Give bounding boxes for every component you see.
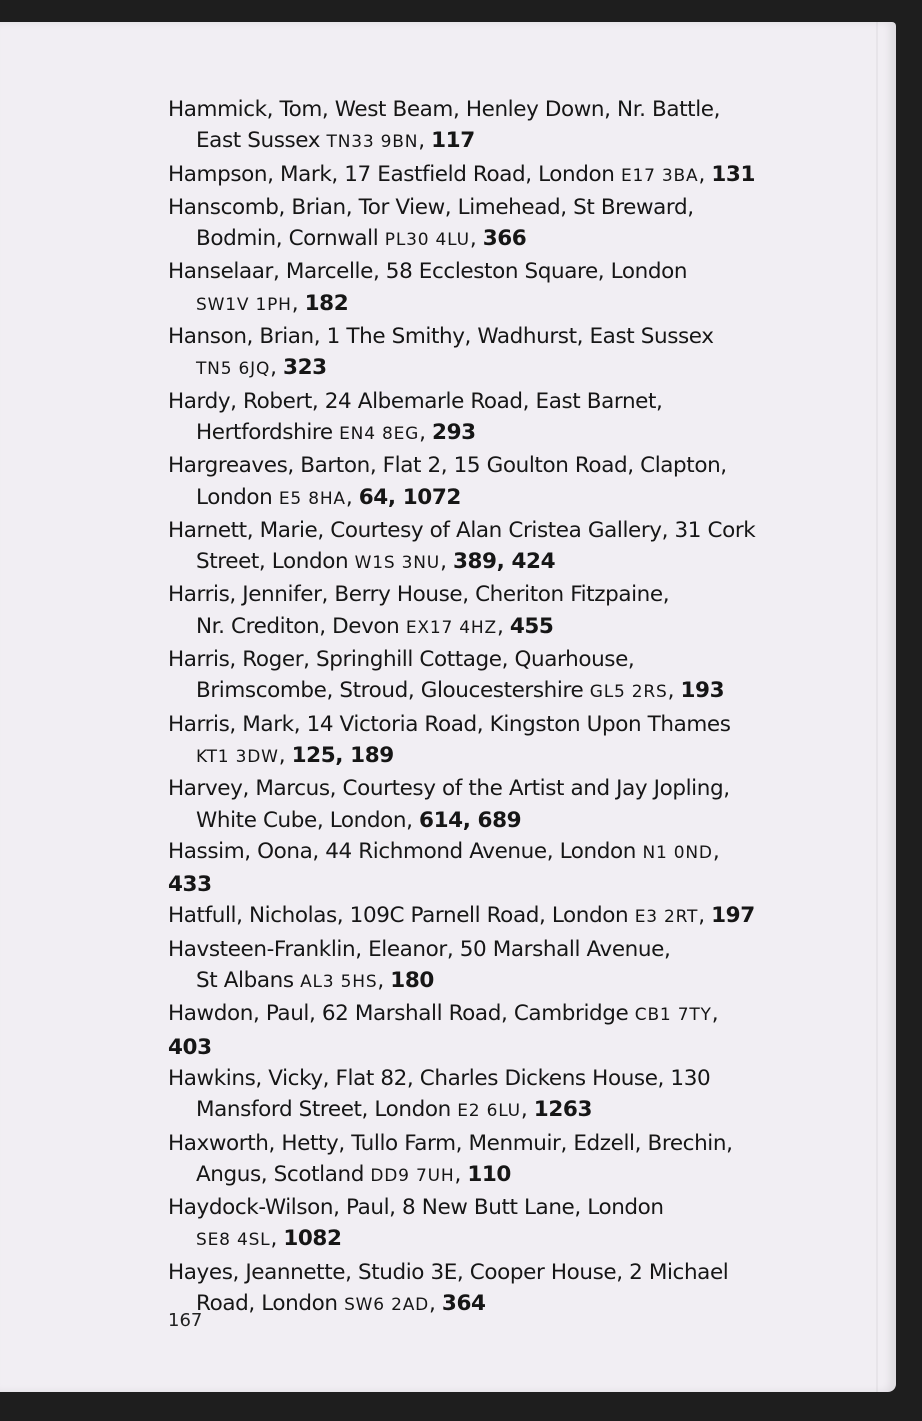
page-refs: 364 xyxy=(441,1290,486,1316)
entry-line-2: Brimscombe, Stroud, Gloucestershire GL5 2RS, 193 xyxy=(196,678,725,704)
postcode: SW6 2AD xyxy=(344,1294,430,1315)
index-entry xyxy=(168,515,788,580)
entry-line-1: Hawkins, Vicky, Flat 82, Charles Dickens House, 130 xyxy=(168,1065,711,1091)
entry-line-1: Havsteen-Franklin, Eleanor, 50 Marshall Avenue, xyxy=(168,936,671,962)
entry-line-2: Road, London SW6 2AD, 364 xyxy=(196,1290,486,1316)
postcode: E5 8HA xyxy=(278,488,346,509)
postcode: PL30 4LU xyxy=(384,230,470,251)
page-fold-shadow xyxy=(876,22,878,1392)
entry-text: Hassim, Oona, 44 Richmond Avenue, London xyxy=(168,838,636,864)
postcode: AL3 5HS xyxy=(300,972,378,993)
entry-line-2: East Sussex TN33 9BN, 117 xyxy=(196,128,475,154)
entry-text: Hampson, Mark, 17 Eastfield Road, London xyxy=(168,161,615,187)
entry-locality: Mansford Street, London xyxy=(196,1097,451,1123)
postcode: TN5 6JQ xyxy=(196,359,271,380)
index-entry xyxy=(168,709,788,774)
entry-line-2 xyxy=(168,869,788,900)
entry-line-2: St Albans AL3 5HS, 180 xyxy=(196,968,434,994)
entry-line-1: Hargreaves, Barton, Flat 2, 15 Goulton Road, Clapton, xyxy=(168,453,727,479)
entry-line-2: TN5 6JQ, 323 xyxy=(196,355,327,381)
entry-line-1: Hayes, Jeannette, Studio 3E, Cooper House, 2 Michael xyxy=(168,1259,729,1285)
page-refs: 403 xyxy=(168,1034,212,1060)
index-entry xyxy=(168,386,788,451)
entry-locality: St Albans xyxy=(196,968,294,994)
page-refs: 182 xyxy=(304,290,349,316)
page-refs: 197 xyxy=(711,903,755,929)
index-entry xyxy=(168,1063,788,1128)
entry-locality: Road, London xyxy=(196,1290,338,1316)
index-entry xyxy=(168,900,788,933)
index-entry xyxy=(168,773,788,836)
index-entry xyxy=(168,934,788,999)
entry-line-1: Hampson, Mark, 17 Eastfield Road, London E17 3BA, 131 xyxy=(168,161,756,187)
page-number: 167 xyxy=(168,1310,203,1331)
page-refs: 1082 xyxy=(283,1226,342,1252)
entry-line-1: Harris, Mark, 14 Victoria Road, Kingston Upon Thames xyxy=(168,711,731,737)
entry-line-1: Hardy, Robert, 24 Albemarle Road, East Barnet, xyxy=(168,388,663,414)
entry-line-2: Hertfordshire EN4 8EG, 293 xyxy=(196,419,476,445)
entry-line-1: Harnett, Marie, Courtesy of Alan Cristea Gallery, 31 Cork xyxy=(168,517,756,543)
page-refs: 389, 424 xyxy=(452,549,556,575)
index-entry xyxy=(168,836,788,901)
index-entry xyxy=(168,1192,788,1257)
entry-line-1: Harris, Roger, Springhill Cottage, Quarhouse, xyxy=(168,647,635,673)
index-entry xyxy=(168,1128,788,1193)
book-page xyxy=(0,22,896,1392)
entry-line-1: Harris, Jennifer, Berry House, Cheriton Fitzpaine, xyxy=(168,582,670,608)
entry-locality: Bodmin, Cornwall xyxy=(196,226,379,252)
page-refs: 131 xyxy=(711,161,756,187)
entry-line-1: Haydock-Wilson, Paul, 8 New Butt Lane, London xyxy=(168,1195,664,1221)
entry-line-1: Hatfull, Nicholas, 109C Parnell Road, London E3 2RT, 197 xyxy=(168,903,755,929)
page-refs: 180 xyxy=(390,968,434,994)
page-refs: 614, 689 xyxy=(419,807,522,833)
index-entry xyxy=(168,192,788,257)
index-entry xyxy=(168,579,788,644)
entry-line-1: Hanscomb, Brian, Tor View, Limehead, St Breward, xyxy=(168,194,694,220)
entry-line-1: Hanselaar, Marcelle, 58 Eccleston Square, London xyxy=(168,259,688,285)
entry-locality: White Cube, London, xyxy=(196,807,413,833)
entry-line-2: Angus, Scotland DD9 7UH, 110 xyxy=(196,1161,511,1187)
page-refs: 1263 xyxy=(533,1097,593,1123)
index-entry xyxy=(168,256,788,321)
page-refs: 323 xyxy=(283,355,327,381)
postcode: E2 6LU xyxy=(457,1101,521,1122)
page-refs: 366 xyxy=(482,226,527,252)
entry-line-1: Hassim, Oona, 44 Richmond Avenue, London N1 0ND, xyxy=(168,838,720,864)
entry-locality: Street, London xyxy=(196,549,349,575)
postcode: TN33 9BN xyxy=(326,132,419,153)
postcode: SW1V 1PH xyxy=(196,294,292,315)
entry-locality: London xyxy=(196,484,273,510)
index-entry xyxy=(168,998,788,1063)
postcode: E3 2RT xyxy=(634,907,699,928)
entry-line-1: Harvey, Marcus, Courtesy of the Artist and Jay Jopling, xyxy=(168,776,730,802)
entry-line-2: Street, London W1S 3NU, 389, 424 xyxy=(196,549,556,575)
entry-locality: East Sussex xyxy=(196,128,321,154)
entry-line-2: London E5 8HA, 64, 1072 xyxy=(196,484,461,510)
entry-line-2 xyxy=(168,1032,788,1063)
index-entry xyxy=(168,159,788,192)
entry-line-2 xyxy=(168,805,788,836)
index-entry xyxy=(168,1257,788,1322)
postcode: EN4 8EG xyxy=(339,423,420,444)
index-entry xyxy=(168,644,788,709)
postcode: KT1 3DW xyxy=(196,746,279,767)
page-refs: 117 xyxy=(431,128,475,154)
entry-line-2: KT1 3DW, 125, 189 xyxy=(196,742,394,768)
entry-locality: Hertfordshire xyxy=(196,419,333,445)
entry-line-1: Hanson, Brian, 1 The Smithy, Wadhurst, East Sussex xyxy=(168,324,714,350)
index-entry xyxy=(168,94,788,159)
page-refs: 110 xyxy=(467,1161,511,1187)
entry-line-1: Hawdon, Paul, 62 Marshall Road, Cambridge CB1 7TY, xyxy=(168,1001,719,1027)
entry-text: Hawdon, Paul, 62 Marshall Road, Cambridge xyxy=(168,1001,629,1027)
entry-line-1: Haxworth, Hetty, Tullo Farm, Menmuir, Edzell, Brechin, xyxy=(168,1130,733,1156)
postcode: N1 0ND xyxy=(642,842,713,863)
entry-locality: Angus, Scotland xyxy=(196,1161,364,1187)
page-refs: 193 xyxy=(680,678,725,704)
entry-line-2: Bodmin, Cornwall PL30 4LU, 366 xyxy=(196,226,527,252)
page-refs: 455 xyxy=(509,613,554,639)
entry-locality: Nr. Crediton, Devon xyxy=(196,613,400,639)
entry-locality: Brimscombe, Stroud, Gloucestershire xyxy=(196,678,584,704)
page-refs: 64, 1072 xyxy=(358,484,461,510)
postcode: DD9 7UH xyxy=(370,1165,455,1186)
postcode: GL5 2RS xyxy=(589,682,668,703)
postcode: W1S 3NU xyxy=(354,553,441,574)
entry-line-2: Mansford Street, London E2 6LU, 1263 xyxy=(196,1097,593,1123)
page-refs: 125, 189 xyxy=(291,742,394,768)
page-refs: 433 xyxy=(168,872,212,898)
postcode: E17 3BA xyxy=(620,165,699,186)
entry-line-2: SW1V 1PH, 182 xyxy=(196,290,349,316)
entry-line-2: SE8 4SL, 1082 xyxy=(196,1226,342,1252)
postcode: EX17 4HZ xyxy=(405,617,497,638)
address-index-list xyxy=(168,94,788,1321)
page-refs: 293 xyxy=(432,419,476,445)
postcode: SE8 4SL xyxy=(196,1230,271,1251)
entry-line-2: Nr. Crediton, Devon EX17 4HZ, 455 xyxy=(196,613,554,639)
postcode: CB1 7TY xyxy=(634,1005,712,1026)
entry-line-1: Hammick, Tom, West Beam, Henley Down, Nr. Battle, xyxy=(168,97,721,122)
index-entry xyxy=(168,450,788,515)
index-entry xyxy=(168,321,788,386)
entry-text: Hatfull, Nicholas, 109C Parnell Road, London xyxy=(168,903,629,929)
